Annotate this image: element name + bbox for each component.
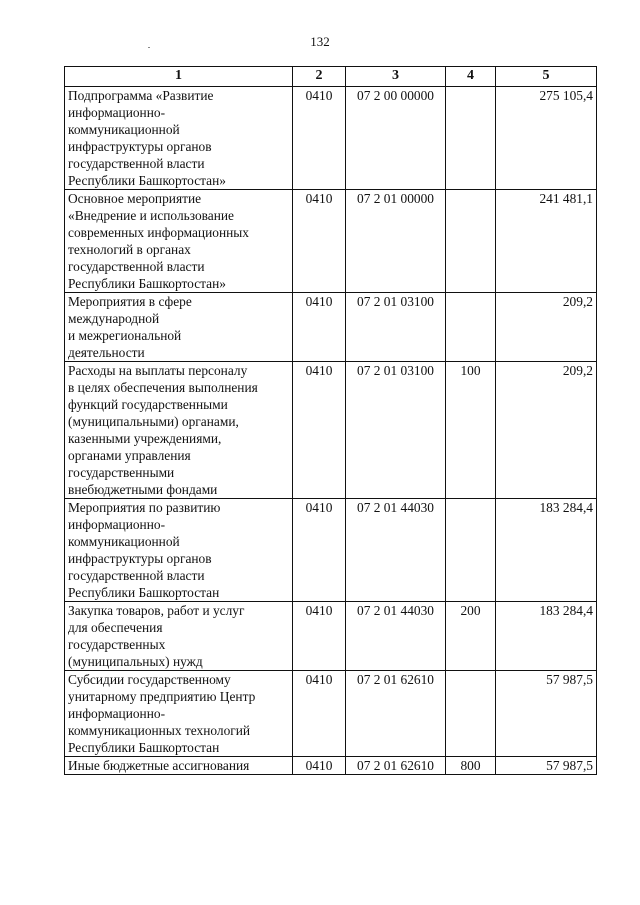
amount-cell: 57 987,5 — [496, 757, 597, 775]
row-name-line: Иные бюджетные ассигнования — [68, 758, 250, 773]
scan-speck — [148, 47, 150, 48]
target-code-cell: 07 2 01 03100 — [346, 362, 446, 499]
row-name-line: (муниципальных) нужд — [68, 654, 203, 669]
expense-type-cell — [446, 293, 496, 362]
target-code-cell: 07 2 01 44030 — [346, 499, 446, 602]
row-name-line: для обеспечения — [68, 620, 163, 635]
column-header-2: 2 — [293, 67, 346, 87]
table-row — [65, 190, 597, 293]
table-row — [65, 602, 597, 671]
row-name-line: Республики Башкортостан» — [68, 173, 226, 188]
row-name-line: государственной власти — [68, 259, 205, 274]
section-code-cell: 0410 — [293, 190, 346, 293]
row-name-line: Основное мероприятие — [68, 191, 202, 206]
row-name-line: инфраструктуры органов — [68, 551, 212, 566]
target-code-cell: 07 2 00 00000 — [346, 87, 446, 190]
row-name-line: Закупка товаров, работ и услуг — [68, 603, 245, 618]
row-name-cell — [65, 499, 293, 602]
table-row — [65, 671, 597, 757]
table-body — [65, 87, 597, 775]
column-header-4: 4 — [446, 67, 496, 87]
row-name-line: инфраструктуры органов — [68, 139, 212, 154]
row-name-line: информационно- — [68, 517, 166, 532]
section-code-cell: 0410 — [293, 671, 346, 757]
row-name-line: коммуникационной — [68, 122, 180, 137]
row-name-cell — [65, 602, 293, 671]
row-name-line: казенными учреждениями, — [68, 431, 222, 446]
section-code-cell: 0410 — [293, 499, 346, 602]
expense-type-cell: 800 — [446, 757, 496, 775]
row-name-line: (муниципальными) органами, — [68, 414, 239, 429]
row-name-line: в целях обеспечения выполнения — [68, 380, 258, 395]
section-code-cell: 0410 — [293, 87, 346, 190]
row-name-cell — [65, 190, 293, 293]
row-name-cell — [65, 362, 293, 499]
row-name-line: органами управления — [68, 448, 191, 463]
row-name-line: Мероприятия в сфере — [68, 294, 192, 309]
amount-cell: 183 284,4 — [496, 602, 597, 671]
row-name-line: современных информационных — [68, 225, 249, 240]
section-code-cell: 0410 — [293, 293, 346, 362]
table-row — [65, 87, 597, 190]
row-name-line: коммуникационной — [68, 534, 180, 549]
row-name-line: коммуникационных технологий — [68, 723, 251, 738]
amount-cell: 209,2 — [496, 293, 597, 362]
row-name-line: государственных — [68, 637, 166, 652]
row-name-cell — [65, 671, 293, 757]
row-name-line: Расходы на выплаты персоналу — [68, 363, 248, 378]
expense-type-cell: 200 — [446, 602, 496, 671]
amount-cell: 57 987,5 — [496, 671, 597, 757]
row-name-line: международной — [68, 311, 160, 326]
row-name-line: государственными — [68, 465, 175, 480]
row-name-cell — [65, 757, 293, 775]
row-name-line: деятельности — [68, 345, 145, 360]
header-row — [65, 67, 597, 87]
amount-cell: 183 284,4 — [496, 499, 597, 602]
amount-cell: 241 481,1 — [496, 190, 597, 293]
page-number: 132 — [310, 34, 330, 49]
row-name-line: Республики Башкортостан — [68, 585, 220, 600]
column-header-1: 1 — [65, 67, 293, 87]
row-name-line: Подпрограмма «Развитие — [68, 88, 214, 103]
expense-type-cell — [446, 190, 496, 293]
row-name-line: и межрегиональной — [68, 328, 182, 343]
row-name-line: Республики Башкортостан — [68, 740, 220, 755]
row-name-line: Мероприятия по развитию — [68, 500, 221, 515]
target-code-cell: 07 2 01 00000 — [346, 190, 446, 293]
amount-cell: 209,2 — [496, 362, 597, 499]
row-name-line: информационно- — [68, 105, 166, 120]
expense-type-cell — [446, 499, 496, 602]
expense-type-cell: 100 — [446, 362, 496, 499]
row-name-line: Республики Башкортостан» — [68, 276, 226, 291]
target-code-cell: 07 2 01 62610 — [346, 671, 446, 757]
column-header-3: 3 — [346, 67, 446, 87]
row-name-cell — [65, 293, 293, 362]
target-code-cell: 07 2 01 62610 — [346, 757, 446, 775]
section-code-cell: 0410 — [293, 602, 346, 671]
row-name-cell — [65, 87, 293, 190]
target-code-cell: 07 2 01 44030 — [346, 602, 446, 671]
expense-type-cell — [446, 87, 496, 190]
table-row — [65, 362, 597, 499]
target-code-cell: 07 2 01 03100 — [346, 293, 446, 362]
row-name-line: технологий в органах — [68, 242, 191, 257]
table-row — [65, 757, 597, 775]
row-name-line: внебюджетными фондами — [68, 482, 218, 497]
row-name-line: государственной власти — [68, 156, 205, 171]
row-name-line: информационно- — [68, 706, 166, 721]
section-code-cell: 0410 — [293, 757, 346, 775]
amount-cell: 275 105,4 — [496, 87, 597, 190]
column-header-5: 5 — [496, 67, 597, 87]
row-name-line: Субсидии государственному — [68, 672, 231, 687]
row-name-line: унитарному предприятию Центр — [68, 689, 256, 704]
table-row — [65, 499, 597, 602]
expense-type-cell — [446, 671, 496, 757]
row-name-line: «Внедрение и использование — [68, 208, 235, 223]
budget-table — [64, 66, 597, 775]
table-row — [65, 293, 597, 362]
row-name-line: функций государственными — [68, 397, 228, 412]
row-name-line: государственной власти — [68, 568, 205, 583]
section-code-cell: 0410 — [293, 362, 346, 499]
